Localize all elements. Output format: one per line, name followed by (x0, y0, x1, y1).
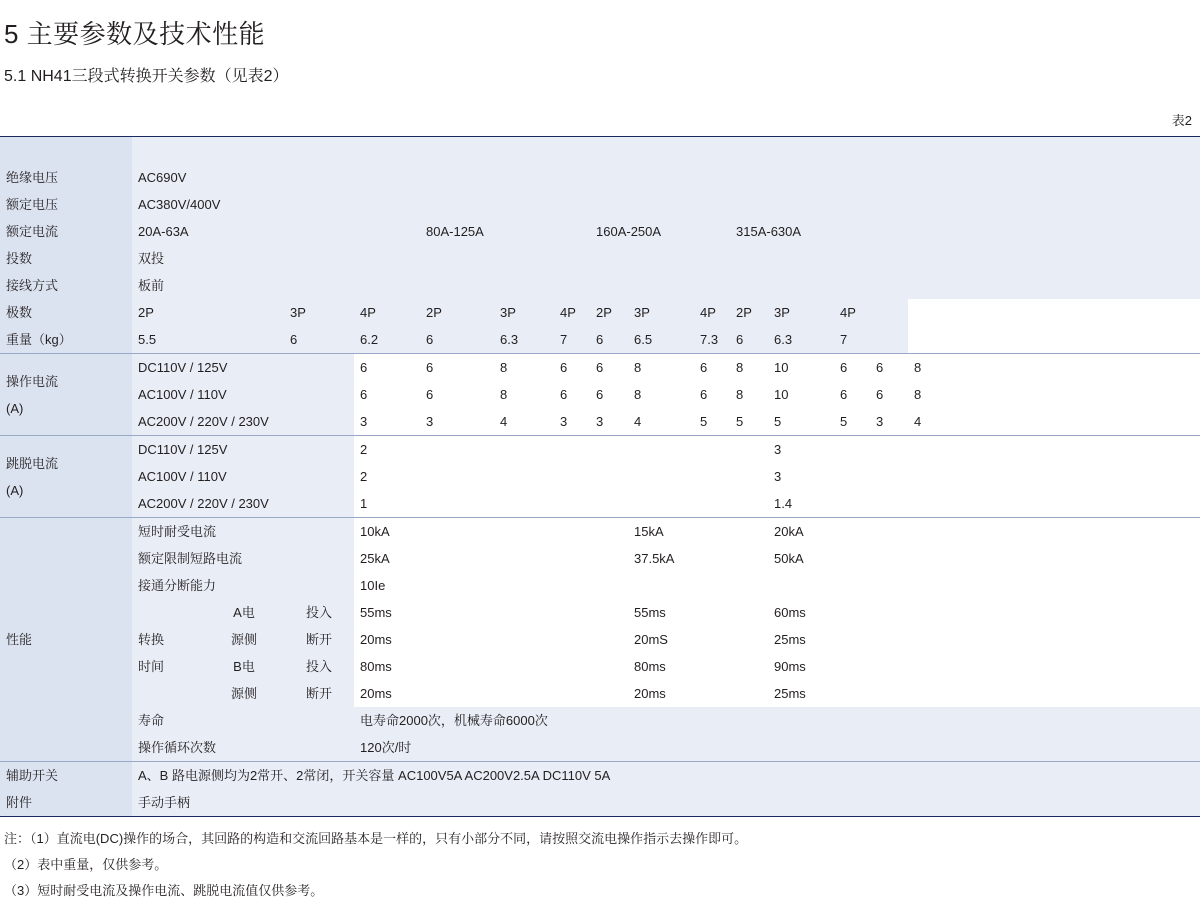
transfer-time-line2: 时间 (138, 659, 165, 674)
table-number-label: 表2 (1171, 113, 1192, 128)
cell-oc3-g4-1: 5 (834, 408, 870, 436)
cell-poles-g3-2: 3P (628, 299, 694, 326)
cell-rated-short-circuit-g3: 37.5kA (628, 545, 768, 572)
cell-rated-short-circuit-name: 额定限制短路电流 (132, 545, 354, 572)
table-row (0, 707, 1200, 734)
cell-oc2-g1-3: 8 (494, 381, 554, 408)
cell-oc3-g2-2: 3 (590, 408, 628, 436)
cell-trip-current-name-2: AC100V / 110V (132, 463, 354, 490)
cell-wiring-value: 板前 (132, 272, 1200, 299)
row-label-rated-voltage: 额定电压 (0, 191, 132, 218)
cell-short-time-current-g1: 10kA (354, 518, 628, 546)
cell-weight-g4-1: 6 (730, 326, 768, 354)
cell-cycles-value: 120次/时 (354, 734, 1200, 762)
cell-oc1-g3-2: 8 (730, 354, 768, 382)
cell-poles-g3-3: 4P (694, 299, 730, 326)
cell-accessory-value: 手动手柄 (132, 789, 1200, 817)
cell-poles-g3-1: 2P (590, 299, 628, 326)
cell-rated-short-circuit-g4: 50kA (768, 545, 1200, 572)
cell-oc3-g4-2: 3 (870, 408, 908, 436)
cell-oc2-g3-1: 6 (694, 381, 730, 408)
row-label-weight: 重量（kg） (0, 326, 132, 354)
cell-transfer-1-g4: 60ms (768, 599, 1200, 626)
table-row (0, 354, 1200, 382)
cell-oc1-g2-3: 8 (628, 354, 694, 382)
cell-oc2-g4-1: 6 (834, 381, 870, 408)
cell-transfer-3-g3: 80ms (628, 653, 768, 680)
cell-oc2-g1-1: 6 (354, 381, 420, 408)
cell-short-time-current-g4: 20kA (768, 518, 1200, 546)
cell-tc2-right: 3 (768, 463, 1200, 490)
cell-poles-g2-1: 2P (420, 299, 494, 326)
cell-aux-switch-value: A、B 路电源侧均为2常开、2常闭，开关容量 AC100V5A AC200V2.5A DC110V 5A (132, 762, 1200, 790)
cell-trip-current-name-1: DC110V / 125V (132, 436, 354, 464)
row-label-trip-current (0, 436, 132, 518)
cell-tc3-right: 1.4 (768, 490, 1200, 518)
table-row (0, 572, 1200, 599)
cell-weight-g3-2: 6.5 (628, 326, 694, 354)
cell-transfer-src-2: 源侧 (204, 626, 284, 653)
cell-weight-g1-3: 6.2 (354, 326, 420, 354)
cell-rated-voltage-value: AC380V/400V (132, 191, 1200, 218)
transfer-time-line1: 转换 (138, 632, 165, 647)
cell-transfer-act-2: 断开 (284, 626, 354, 653)
table-row (0, 326, 1200, 354)
cell-short-time-current-g3: 15kA (628, 518, 768, 546)
table-row (0, 545, 1200, 572)
notes-block (4, 826, 747, 904)
cell-transfer-4-g3: 20ms (628, 680, 768, 707)
spec-table-wrapper (0, 136, 1200, 817)
row-label-operating-current (0, 354, 132, 436)
cell-weight-g2-2: 6.3 (494, 326, 554, 354)
cell-poles-g4-1: 2P (730, 299, 768, 326)
cell-poles-g2-3: 4P (554, 299, 590, 326)
row-label-aux-switch: 辅助开关 (0, 762, 132, 790)
cell-transfer-3-g1: 80ms (354, 653, 628, 680)
spec-table (0, 136, 1200, 817)
operating-current-label-line1: 操作电流 (6, 373, 59, 389)
table-header-band (0, 137, 1200, 165)
cell-poles-g1-1: 2P (132, 299, 284, 326)
cell-oc1-g1-2: 6 (420, 354, 494, 382)
cell-transfer-src-4: 源侧 (204, 680, 284, 707)
row-label-wiring: 接线方式 (0, 272, 132, 299)
cell-operating-current-name-3: AC200V / 220V / 230V (132, 408, 354, 436)
cell-oc3-g3-3: 5 (768, 408, 834, 436)
page-title: 5 主要参数及技术性能 (4, 19, 266, 49)
cell-oc3-g2-1: 3 (554, 408, 590, 436)
cell-oc2-g3-2: 8 (730, 381, 768, 408)
cell-transfer-src-1: A电 (204, 599, 284, 626)
cell-oc1-g2-2: 6 (590, 354, 628, 382)
table-row (0, 762, 1200, 790)
cell-oc2-g2-3: 8 (628, 381, 694, 408)
cell-short-time-current-name: 短时耐受电流 (132, 518, 354, 546)
row-label-performance: 性能 (0, 518, 132, 762)
row-label-throw: 投数 (0, 245, 132, 272)
cell-oc2-g1-2: 6 (420, 381, 494, 408)
cell-transfer-1-g3: 55ms (628, 599, 768, 626)
cell-weight-g1-1: 5.5 (132, 326, 284, 354)
cell-transfer-4-g4: 25ms (768, 680, 1200, 707)
cell-transfer-act-3: 投入 (284, 653, 354, 680)
section-subtitle: 5.1 NH41三段式转换开关参数（见表2） (4, 68, 289, 85)
cell-weight-g1-2: 6 (284, 326, 354, 354)
table-row (0, 463, 1200, 490)
cell-oc1-g4-3: 8 (908, 354, 1200, 382)
cell-oc2-g2-1: 6 (554, 381, 590, 408)
table-row (0, 218, 1200, 245)
cell-transfer-3-g4: 90ms (768, 653, 1200, 680)
cell-oc1-g3-1: 6 (694, 354, 730, 382)
cell-transfer-act-1: 投入 (284, 599, 354, 626)
cell-rated-current-g3: 160A-250A (590, 218, 730, 245)
note-line-2: （2）表中重量，仅供参考。 (4, 857, 168, 872)
note-line-3: （3）短时耐受电流及操作电流、跳脱电流值仅供参考。 (4, 883, 324, 898)
header-cell-label (0, 137, 132, 165)
cell-oc2-g4-2: 6 (870, 381, 908, 408)
table-row (0, 299, 1200, 326)
table-row (0, 191, 1200, 218)
table-row (0, 789, 1200, 817)
cell-weight-g3-3: 7.3 (694, 326, 730, 354)
cell-oc1-g1-1: 6 (354, 354, 420, 382)
cell-insulation-voltage-value: AC690V (132, 164, 1200, 191)
cell-poles-g1-3: 4P (354, 299, 420, 326)
cell-oc2-g4-3: 8 (908, 381, 1200, 408)
table-row (0, 381, 1200, 408)
cell-weight-g4-3: 7 (834, 326, 908, 354)
cell-making-breaking-name: 接通分断能力 (132, 572, 354, 599)
cell-transfer-2-g3: 20mS (628, 626, 768, 653)
cell-oc3-g1-2: 3 (420, 408, 494, 436)
table-row (0, 164, 1200, 191)
cell-oc3-g4-3: 4 (908, 408, 1200, 436)
cell-transfer-src-3: B电 (204, 653, 284, 680)
cell-poles-g4-2: 3P (768, 299, 834, 326)
cell-oc2-g3-3: 10 (768, 381, 834, 408)
cell-weight-g4-2: 6.3 (768, 326, 834, 354)
cell-poles-g2-2: 3P (494, 299, 554, 326)
cell-oc1-g4-2: 6 (870, 354, 908, 382)
trip-current-label-line2: (A) (6, 482, 24, 498)
cell-oc3-g3-1: 5 (694, 408, 730, 436)
row-label-poles: 极数 (0, 299, 132, 326)
cell-life-value: 电寿命2000次，机械寿命6000次 (354, 707, 1200, 734)
table-row (0, 408, 1200, 436)
cell-oc1-g4-1: 6 (834, 354, 870, 382)
cell-weight-g3-1: 6 (590, 326, 628, 354)
table-row (0, 599, 1200, 626)
header-cell-values (132, 137, 1200, 165)
cell-rated-current-g1: 20A-63A (132, 218, 420, 245)
cell-tc1-right: 3 (768, 436, 1200, 464)
table-row (0, 734, 1200, 762)
cell-operating-current-name-1: DC110V / 125V (132, 354, 354, 382)
cell-weight-g2-3: 7 (554, 326, 590, 354)
cell-rated-current-g4: 315A-630A (730, 218, 1200, 245)
row-label-rated-current: 额定电流 (0, 218, 132, 245)
cell-tc1-left: 2 (354, 436, 768, 464)
cell-oc3-g1-1: 3 (354, 408, 420, 436)
cell-tc3-left: 1 (354, 490, 768, 518)
cell-oc1-g1-3: 8 (494, 354, 554, 382)
note-line-1: 注：（1）直流电(DC)操作的场合，其回路的构造和交流回路基本是一样的，只有小部分不同，请按照交流电操作指示去操作即可。 (4, 831, 748, 846)
cell-operating-current-name-2: AC100V / 110V (132, 381, 354, 408)
cell-cycles-name: 操作循环次数 (132, 734, 354, 762)
row-label-insulation-voltage: 绝缘电压 (0, 164, 132, 191)
cell-transfer-2-g1: 20ms (354, 626, 628, 653)
trip-current-label-line1: 跳脱电流 (6, 455, 59, 471)
cell-oc2-g2-2: 6 (590, 381, 628, 408)
cell-making-breaking-value: 10Ie (354, 572, 1200, 599)
table-row (0, 490, 1200, 518)
cell-oc3-g1-3: 4 (494, 408, 554, 436)
table-row (0, 436, 1200, 464)
cell-transfer-2-g4: 25ms (768, 626, 1200, 653)
cell-tc2-left: 2 (354, 463, 768, 490)
cell-life-name: 寿命 (132, 707, 354, 734)
table-row (0, 272, 1200, 299)
cell-oc3-g2-3: 4 (628, 408, 694, 436)
cell-poles-g1-2: 3P (284, 299, 354, 326)
table-row (0, 518, 1200, 546)
table-row (0, 245, 1200, 272)
cell-oc1-g3-3: 10 (768, 354, 834, 382)
cell-trip-current-name-3: AC200V / 220V / 230V (132, 490, 354, 518)
cell-rated-short-circuit-g1: 25kA (354, 545, 628, 572)
operating-current-label-line2: (A) (6, 400, 24, 416)
cell-rated-current-g2: 80A-125A (420, 218, 590, 245)
cell-poles-g4-3: 4P (834, 299, 908, 326)
cell-oc1-g2-1: 6 (554, 354, 590, 382)
cell-weight-g2-1: 6 (420, 326, 494, 354)
cell-transfer-time-name (132, 599, 204, 707)
cell-transfer-4-g1: 20ms (354, 680, 628, 707)
cell-transfer-act-4: 断开 (284, 680, 354, 707)
cell-throw-value: 双投 (132, 245, 1200, 272)
cell-transfer-1-g1: 55ms (354, 599, 628, 626)
row-label-accessory: 附件 (0, 789, 132, 817)
cell-oc3-g3-2: 5 (730, 408, 768, 436)
